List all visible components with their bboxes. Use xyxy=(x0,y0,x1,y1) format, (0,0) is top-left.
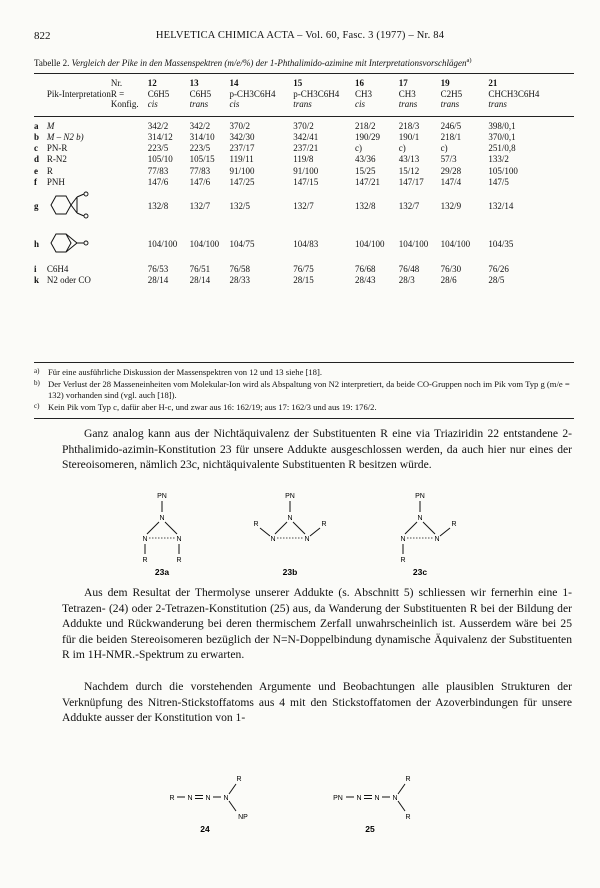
row-interpretation: N2 oder CO xyxy=(46,275,91,286)
cell-value: 91/100 xyxy=(293,165,319,176)
cell-value: 43/13 xyxy=(398,154,420,165)
cell-value: 104/100 xyxy=(398,239,429,250)
cell-value: 132/7 xyxy=(189,201,211,212)
atom-label: R xyxy=(253,521,259,528)
col-konfig: trans xyxy=(488,99,507,110)
footnote-text: Der Verlust der 28 Masseneinheiten vom Molekular-Ion wird als Abspaltung von N2 interpretiert, da beide CO-Gruppen noch im Pik vom Typ g (m/e = 132) vorhanden sind (vgl. auch [18]). xyxy=(48,378,570,400)
structure-23a xyxy=(142,493,181,576)
col-substituent: p-CH3C6H4 xyxy=(293,88,340,99)
cell-value: 342/41 xyxy=(293,131,319,142)
row-letter: a xyxy=(34,120,39,131)
nr-label: Nr. xyxy=(110,78,123,88)
table-row xyxy=(34,143,574,154)
cell-value: 370/2 xyxy=(293,120,314,131)
cell-value: 237/21 xyxy=(293,143,319,154)
cell-value: 77/83 xyxy=(147,165,169,176)
col-konfig: trans xyxy=(293,99,312,110)
atom-label: PN xyxy=(415,493,425,500)
row-letter: d xyxy=(34,154,40,165)
cell-value: c) xyxy=(354,143,362,154)
cell-value: 28/5 xyxy=(488,275,505,286)
cell-value: 28/14 xyxy=(189,275,211,286)
cell-value: 76/58 xyxy=(229,264,250,274)
cell-value: 147/17 xyxy=(398,176,424,187)
col-nr: 16 xyxy=(354,78,364,88)
cell-value: 132/5 xyxy=(229,201,250,212)
structure-23c xyxy=(400,493,456,576)
body-paragraph: Nachdem durch die vorstehenden Argumente und Beobachtungen alle plausiblen Strukturen der Verknüpfung des Nitren-Stickstoffatoms aus 4 mit den Stickstoffatomen der Azoverbindungen für unsere Addukte ausser der Konstitution von 1- xyxy=(62,680,572,725)
cell-value: 91/100 xyxy=(229,165,255,176)
col-nr: 21 xyxy=(488,78,498,88)
col-substituent: p-CH3C6H4 xyxy=(229,88,276,99)
row-letter: g xyxy=(34,201,39,212)
atom-label: N xyxy=(417,515,423,522)
col-konfig: trans xyxy=(398,99,418,110)
compound-label: 25 xyxy=(365,824,375,834)
cell-value: 314/12 xyxy=(147,131,173,142)
cell-value: 15/12 xyxy=(398,165,420,176)
cell-value: c) xyxy=(398,143,406,154)
mass-spectra-table xyxy=(34,78,574,286)
col-substituent: C6H5 xyxy=(189,88,212,99)
cell-value: 76/30 xyxy=(440,264,462,274)
page-number: 822 xyxy=(34,30,51,42)
cell-value: 147/25 xyxy=(229,176,255,187)
cell-value: 76/51 xyxy=(189,264,211,274)
compound-label: 23c xyxy=(412,567,428,576)
cell-value: 105/15 xyxy=(189,154,215,165)
atom-label: R xyxy=(176,557,182,564)
table-row xyxy=(34,177,574,188)
row-letter: h xyxy=(34,239,40,250)
cell-value: 104/83 xyxy=(293,239,319,250)
caption-text: Vergleich der Pike in den Massenspektren (m/e/%) der 1-Phthalimido-azimine mit Interpretationsvorschlägen xyxy=(71,58,467,68)
atom-label: N xyxy=(400,536,406,543)
footnote xyxy=(34,367,574,379)
footnote-mark: c) xyxy=(34,401,40,410)
structures-23 xyxy=(140,490,480,576)
cell-value: 76/26 xyxy=(488,264,509,274)
table-header-row-konfig xyxy=(34,99,574,110)
atom-label: R xyxy=(405,776,411,783)
col-nr: 13 xyxy=(189,78,199,88)
table-footnotes xyxy=(34,367,574,413)
cell-value: 104/100 xyxy=(440,239,471,250)
cell-value: 147/4 xyxy=(440,176,462,187)
table-header-row-nr xyxy=(34,78,574,89)
footnote-text: Kein Pik vom Typ c, dafür aber H-c, und zwar aus 16: 162/19; aus 17: 162/3 und aus 19: 176/2. xyxy=(48,401,377,412)
cell-value: 147/6 xyxy=(189,176,211,187)
cell-value: c) xyxy=(440,143,448,154)
cell-value: 76/75 xyxy=(293,264,314,274)
structure-23b xyxy=(253,493,326,576)
page-header xyxy=(34,30,566,46)
atom-label: N xyxy=(142,536,148,543)
cell-value: 223/5 xyxy=(147,143,169,154)
compound-label: 24 xyxy=(200,824,210,834)
cell-value: 223/5 xyxy=(189,143,211,154)
table-top-rule xyxy=(34,73,574,74)
cell-value: 190/1 xyxy=(398,131,420,142)
phthaloyl-ring-structure xyxy=(47,188,148,226)
col-nr: 17 xyxy=(398,78,408,88)
atom-label: N xyxy=(205,795,211,802)
row-letter: k xyxy=(34,275,40,286)
cell-value: 147/21 xyxy=(354,176,380,187)
cell-value: 237/17 xyxy=(229,143,255,154)
konfig-label: Konfig. xyxy=(110,99,139,110)
cell-value: 28/3 xyxy=(398,275,415,286)
atom-label: R xyxy=(405,814,411,821)
cell-value: 105/100 xyxy=(488,165,518,176)
col-substituent: C2H5 xyxy=(440,88,463,99)
cell-value: 218/3 xyxy=(398,120,420,131)
cell-value: 398/0,1 xyxy=(488,120,516,131)
col-konfig: cis xyxy=(229,99,240,110)
journal-title: HELVETICA CHIMICA ACTA – Vol. 60, Fasc. 3 (1977) – Nr. 84 xyxy=(155,30,445,41)
cell-value: 370/2 xyxy=(229,120,250,131)
footnote-rule xyxy=(34,418,574,419)
table-row xyxy=(34,275,574,286)
cell-value: 28/6 xyxy=(440,275,457,286)
footnote xyxy=(34,379,574,402)
cell-value: 132/14 xyxy=(488,201,514,212)
cell-value: 342/2 xyxy=(189,120,211,131)
cell-value: 251/0,8 xyxy=(488,143,516,154)
pik-interpretation-header: Pik-Interpretation xyxy=(46,88,111,99)
col-substituent: CH3 xyxy=(398,88,416,99)
cell-value: 132/8 xyxy=(354,201,376,212)
cell-value: 104/100 xyxy=(147,239,178,250)
compound-label: 23b xyxy=(282,567,298,576)
atom-label: N xyxy=(187,795,193,802)
cell-value: 43/36 xyxy=(354,154,376,165)
cell-value: 147/6 xyxy=(147,176,169,187)
col-nr: 19 xyxy=(440,78,450,88)
atom-label: N xyxy=(270,536,276,543)
col-substituent: CH3 xyxy=(354,88,372,99)
cell-value: 76/48 xyxy=(398,264,420,274)
structure-25 xyxy=(333,776,410,834)
body-paragraph: Aus dem Resultat der Thermolyse unserer Addukte (s. Abschnitt 5) schliessen wir fernerhin eine 1-Tetrazen- (24) oder 2-Tetrazen-Konstitution (25) aus, da Wanderung der Substituenten R bei der Bildung der Addukte und Rückwanderung bei deren thermischem Zerfall unwahrscheinlich ist. Ausserdem wäre bei 25 für die beiden Stereoisomeren bezüglich der N=N-Doppelbindung dynamische Äquivalenz der Substituenten R im 1H-NMR.-Spektrum zu erwarten. xyxy=(62,586,572,662)
cell-value: 342/30 xyxy=(229,131,255,142)
atom-label: PN xyxy=(157,493,167,500)
table-header-row-r xyxy=(34,89,574,100)
cell-value: 147/15 xyxy=(293,176,319,187)
atom-label: N xyxy=(223,795,229,802)
footnote-mark: a) xyxy=(34,367,40,375)
compound-label: 23a xyxy=(154,567,170,576)
atom-label: R xyxy=(321,521,327,528)
table-bottom-rule xyxy=(34,362,574,363)
structure-24 xyxy=(169,776,248,834)
cell-value: 190/29 xyxy=(354,131,380,142)
row-letter: b xyxy=(34,131,40,142)
table-row xyxy=(34,264,574,275)
row-interpretation: PNH xyxy=(46,176,65,187)
atom-label: R xyxy=(169,795,175,802)
cell-value: 104/100 xyxy=(189,239,220,250)
row-interpretation: C6H4 xyxy=(46,264,69,274)
row-letter: e xyxy=(34,165,38,176)
benzocyclopropenone-structure xyxy=(47,226,148,264)
cell-value: 132/7 xyxy=(398,201,420,212)
cell-value: 342/2 xyxy=(147,120,169,131)
row-letter: c xyxy=(34,143,38,154)
col-substituent: CHCH3C6H4 xyxy=(488,88,540,99)
row-interpretation: R xyxy=(46,165,53,176)
atom-label: PN xyxy=(333,795,343,802)
cell-value: 218/1 xyxy=(440,131,462,142)
cell-value: 246/5 xyxy=(440,120,462,131)
footnote-text: Für eine ausführliche Diskussion der Massenspektren von 12 und 13 siehe [18]. xyxy=(48,367,322,377)
table-row xyxy=(34,188,574,226)
atom-label: N xyxy=(176,536,182,543)
cell-value: 28/15 xyxy=(293,275,314,286)
table-row xyxy=(34,132,574,143)
col-nr: 14 xyxy=(229,78,239,88)
footnote xyxy=(34,402,574,414)
cell-value: 29/28 xyxy=(440,165,462,176)
cell-value: 28/33 xyxy=(229,275,250,286)
col-konfig: trans xyxy=(189,99,209,110)
cell-value: 132/9 xyxy=(440,201,462,212)
table-caption xyxy=(34,57,574,68)
cell-value: 76/53 xyxy=(147,264,169,274)
cell-value: 147/5 xyxy=(488,176,509,187)
col-substituent: C6H5 xyxy=(147,88,170,99)
body-paragraph: Ganz analog kann aus der Nichtäquivalenz der Substituenten R eine via Triaziridin 22 entstandene 2-Phthalimido-azimin-Konstitution 23 für unsere Addukte ausgeschlossen werden, da auch hier nur eines der Stereoisomeren, nämlich 23c, nichtäquivalente Substituenten R besitzen würde. xyxy=(62,427,572,472)
col-nr: 12 xyxy=(147,78,157,88)
cell-value: 28/14 xyxy=(147,275,169,286)
cell-value: 104/35 xyxy=(488,239,514,250)
table-row xyxy=(34,154,574,165)
r-label: R = xyxy=(110,88,125,99)
caption-label: Tabelle 2. xyxy=(34,58,70,68)
cell-value: 218/2 xyxy=(354,120,376,131)
atom-label: R xyxy=(451,521,457,528)
cell-value: 15/25 xyxy=(354,165,376,176)
atom-label: R xyxy=(142,557,148,564)
atom-label: N xyxy=(374,795,380,802)
atom-label: N xyxy=(392,795,398,802)
row-interpretation: PN-R xyxy=(46,143,68,154)
atom-label: PN xyxy=(285,493,295,500)
cell-value: 105/10 xyxy=(147,154,173,165)
cell-value: 133/2 xyxy=(488,154,509,165)
cell-value: 132/7 xyxy=(293,201,314,212)
cell-value: 77/83 xyxy=(189,165,211,176)
atom-label: N xyxy=(159,515,165,522)
table-row xyxy=(34,226,574,264)
col-konfig: trans xyxy=(440,99,460,110)
atom-label: R xyxy=(236,776,242,783)
cell-value: 76/68 xyxy=(354,264,376,274)
cell-value: 57/3 xyxy=(440,154,457,165)
cell-value: 314/10 xyxy=(189,131,215,142)
atom-label: N xyxy=(434,536,440,543)
row-interpretation: M xyxy=(46,120,55,131)
cell-value: 104/75 xyxy=(229,239,255,250)
footnote-mark: b) xyxy=(34,378,40,387)
atom-label: NP xyxy=(238,814,248,821)
cell-value: 132/8 xyxy=(147,201,169,212)
cell-value: 104/100 xyxy=(354,239,385,250)
cell-value: 119/8 xyxy=(293,154,314,165)
row-letter: f xyxy=(34,176,37,187)
row-interpretation: M – N2 b) xyxy=(46,131,84,142)
row-letter: i xyxy=(34,264,37,274)
atom-label: R xyxy=(400,557,406,564)
cell-value: 119/11 xyxy=(229,154,254,165)
caption-note-mark: a) xyxy=(466,57,472,64)
table-row xyxy=(34,121,574,132)
col-konfig: cis xyxy=(147,99,158,110)
cell-value: 370/0,1 xyxy=(488,131,516,142)
col-nr: 15 xyxy=(293,78,303,88)
atom-label: N xyxy=(287,515,293,522)
atom-label: N xyxy=(304,536,310,543)
atom-label: N xyxy=(356,795,362,802)
cell-value: 28/43 xyxy=(354,275,376,286)
col-konfig: cis xyxy=(354,99,365,110)
table-row xyxy=(34,166,574,177)
structures-24-25 xyxy=(160,764,460,834)
row-interpretation: R-N2 xyxy=(46,154,67,165)
